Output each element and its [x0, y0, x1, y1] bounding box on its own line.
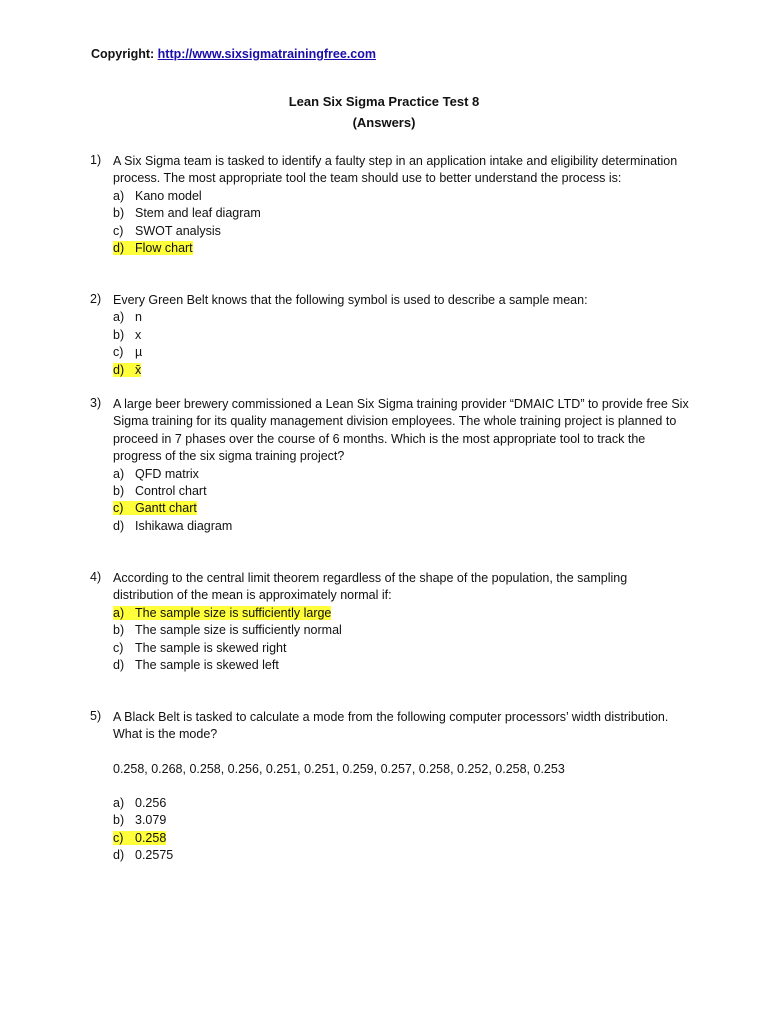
option-d: d) Ishikawa diagram: [113, 518, 233, 533]
width-distribution-data: 0.258, 0.268, 0.258, 0.256, 0.251, 0.251, 0.259, 0.257, 0.258, 0.252, 0.258, 0.253: [113, 761, 565, 776]
question-number: 4): [90, 570, 102, 584]
option-c-correct: c) 0.258: [113, 830, 167, 845]
option-a-correct: a) The sample size is sufficiently large: [113, 605, 332, 620]
question-number: 1): [90, 153, 102, 167]
option-a: a) QFD matrix: [113, 466, 199, 481]
option-c: c) SWOT analysis: [113, 223, 221, 238]
copyright-label: Copyright:: [91, 47, 155, 61]
option-d-correct: d) Flow chart: [113, 240, 193, 255]
page-subtitle: (Answers): [352, 115, 416, 130]
option-b: b) 3.079: [113, 813, 167, 828]
question-3: [90, 396, 690, 535]
option-b: b) x: [113, 327, 142, 342]
question-number: 2): [90, 292, 102, 306]
option-a: a) Kano model: [113, 188, 202, 203]
question-2: [90, 292, 690, 379]
option-a: a) 0.256: [113, 795, 167, 810]
option-c: c) µ: [113, 345, 143, 360]
option-d-correct: d) x̄: [113, 362, 142, 377]
question-number: 5): [90, 709, 102, 723]
question-stem: A Black Belt is tasked to calculate a mode from the following computer processors’ width distribution. What is the mode?: [113, 710, 669, 742]
option-d: d) The sample is skewed left: [113, 657, 279, 672]
option-c-correct: c) Gantt chart: [113, 501, 197, 516]
copyright-link[interactable]: http://www.sixsigmatrainingfree.com: [157, 47, 376, 61]
option-b: b) The sample size is sufficiently normal: [113, 623, 342, 638]
question-stem: A large beer brewery commissioned a Lean Six Sigma training provider “DMAIC LTD” to provide free Six Sigma training for its quality management division employees. The whole training project is planned to proceed in 7 phases over the course of 6 months. Which is the most appropriate tool to track the progress of the six sigma training project?: [113, 397, 689, 464]
option-b: b) Stem and leaf diagram: [113, 206, 261, 221]
page-title: Lean Six Sigma Practice Test 8: [288, 94, 480, 109]
question-4: [90, 570, 690, 674]
question-1: [90, 153, 690, 257]
question-number: 3): [90, 396, 102, 410]
question-stem: According to the central limit theorem regardless of the shape of the population, the sampling distribution of the mean is approximately normal if:: [113, 571, 628, 603]
option-c: c) The sample is skewed right: [113, 640, 287, 655]
option-d: d) 0.2575: [113, 847, 174, 862]
option-a: a) n: [113, 310, 142, 325]
question-stem: Every Green Belt knows that the following symbol is used to describe a sample mean:: [113, 293, 588, 307]
question-stem: A Six Sigma team is tasked to identify a faulty step in an application intake and eligibility determination process. The most appropriate tool the team should use to better understand the process is:: [113, 154, 678, 186]
copyright-line: [91, 47, 376, 61]
option-b: b) Control chart: [113, 484, 207, 499]
question-5: [90, 709, 690, 864]
